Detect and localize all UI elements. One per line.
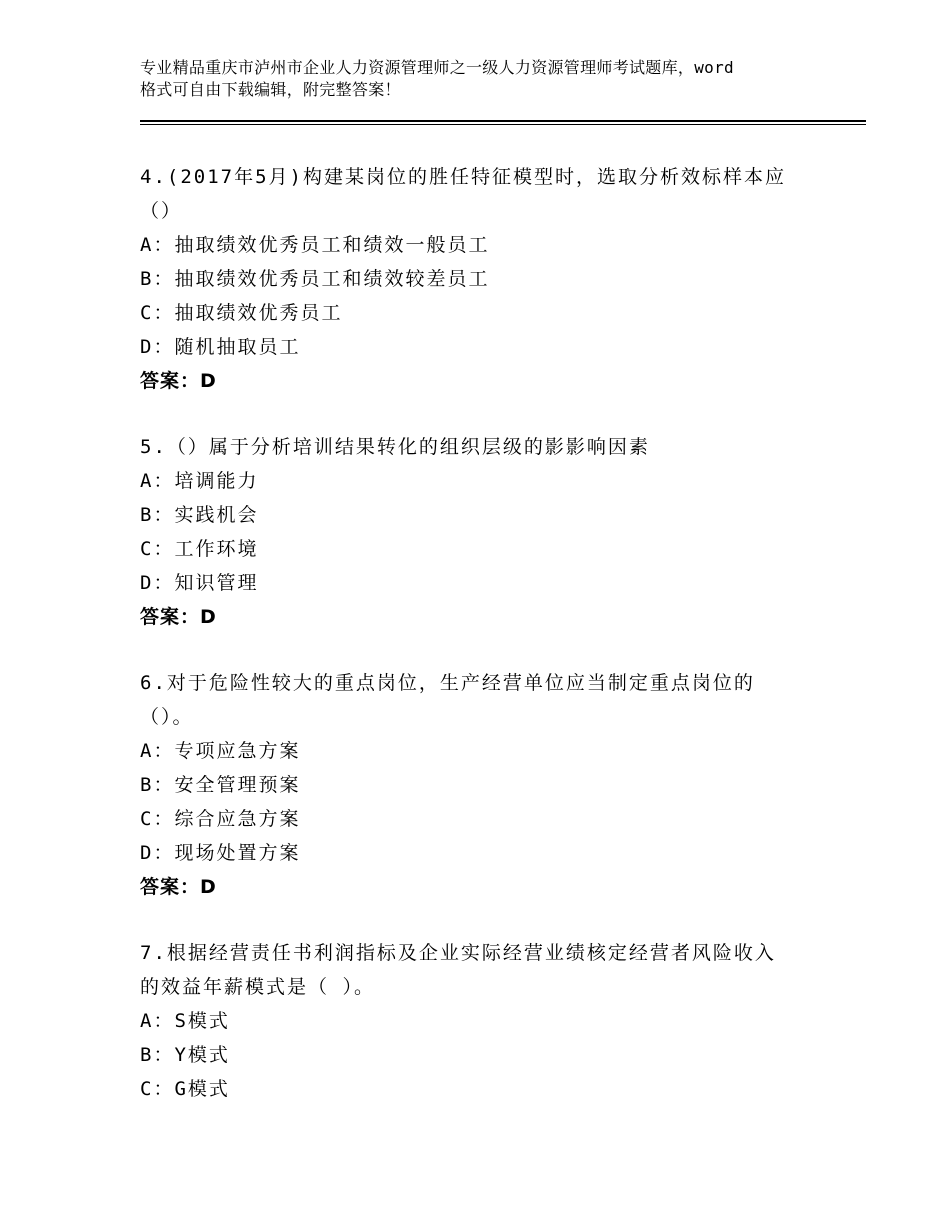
question-stem-continued: （）。: [140, 706, 194, 728]
option-d: D：知识管理: [140, 572, 259, 594]
option-d: D：现场处置方案: [140, 842, 301, 864]
option-a: A：抽取绩效优秀员工和绩效一般员工: [140, 234, 490, 256]
question-6: [140, 666, 820, 904]
option-b: B：抽取绩效优秀员工和绩效较差员工: [140, 268, 490, 290]
option-a: A：专项应急方案: [140, 740, 301, 762]
option-b: B：安全管理预案: [140, 774, 301, 796]
question-stem-continued: 的效益年薪模式是（ ）。: [140, 976, 375, 998]
option-d: D：随机抽取员工: [140, 336, 301, 358]
question-stem: 5.（）属于分析培训结果转化的组织层级的影影响因素: [140, 436, 650, 458]
header-divider-thin: [140, 124, 866, 125]
option-c: C：综合应急方案: [140, 808, 301, 830]
question-stem: 6.对于危险性较大的重点岗位，生产经营单位应当制定重点岗位的: [140, 672, 755, 694]
option-a: A：S模式: [140, 1010, 230, 1032]
header-line-1: 专业精品重庆市泸州市企业人力资源管理师之一级人力资源管理师考试题库，word: [140, 58, 734, 77]
answer: 答案：D: [140, 606, 217, 628]
question-5: [140, 430, 820, 634]
question-7: [140, 936, 820, 1106]
option-b: B：Y模式: [140, 1044, 230, 1066]
header-divider-thick: [140, 120, 866, 122]
question-4: [140, 160, 820, 398]
option-b: B：实践机会: [140, 504, 259, 526]
question-stem: 7.根据经营责任书利润指标及企业实际经营业绩核定经营者风险收入: [140, 942, 776, 964]
option-c: C：抽取绩效优秀员工: [140, 302, 343, 324]
answer: 答案：D: [140, 370, 217, 392]
answer: 答案：D: [140, 876, 217, 898]
option-c: C：G模式: [140, 1078, 230, 1100]
document-header: [140, 57, 840, 101]
question-list: [140, 160, 820, 1138]
question-stem-continued: （）: [140, 200, 183, 222]
option-a: A：培调能力: [140, 470, 259, 492]
option-c: C：工作环境: [140, 538, 259, 560]
question-stem: 4.(2017年5月)构建某岗位的胜任特征模型时，选取分析效标样本应: [140, 166, 786, 188]
header-line-2: 格式可自由下载编辑，附完整答案！: [140, 80, 401, 99]
